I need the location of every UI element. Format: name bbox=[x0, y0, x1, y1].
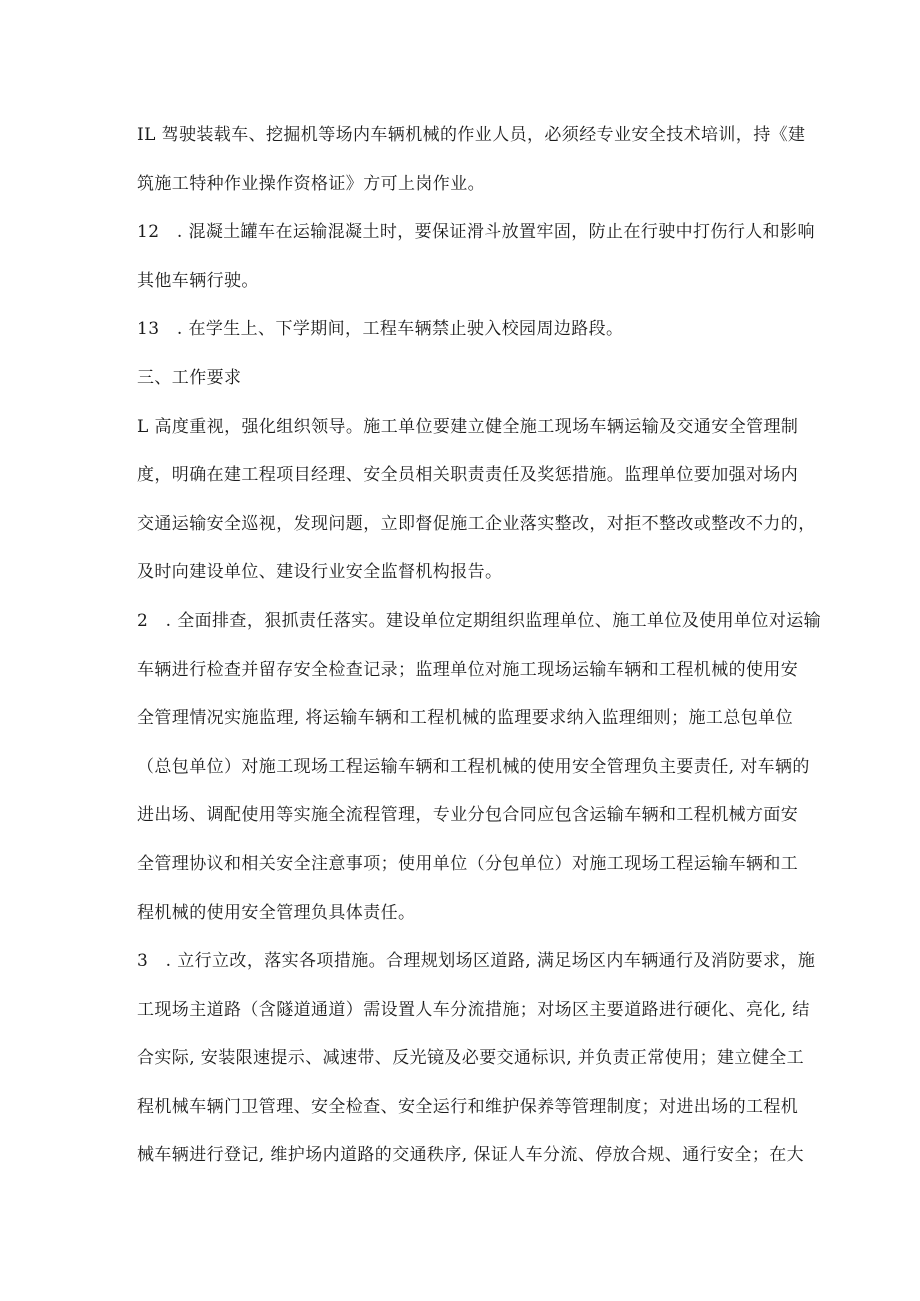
text-line: 械车辆进行登记, 维护场内道路的交通秩序, 保证人车分流、停放合规、通行安全；在大 bbox=[137, 1145, 805, 1166]
text-line: 程机械的使用安全管理负具体责任。 bbox=[137, 902, 416, 923]
text-line: 3 . 立行立改，落实各项措施。合理规划场区道路, 满足场区内车辆通行及消防要求，施 bbox=[137, 951, 816, 972]
paragraph-req-2 bbox=[137, 602, 822, 942]
document-body bbox=[137, 116, 822, 1185]
text-line: 三、工作要求 bbox=[137, 367, 242, 388]
paragraph-item-11 bbox=[137, 116, 806, 213]
section-heading bbox=[137, 359, 793, 408]
text-line: 筑施工特种作业操作资格证》方可上岗作业。 bbox=[137, 173, 485, 194]
text-line: 工现场主道路（含隧道通道）需设置人车分流措施；对场区主要道路进行硬化、亮化, 结 bbox=[137, 999, 810, 1020]
text-line: 交通运输安全巡视，发现问题，立即督促施工企业落实整改，对拒不整改或整改不力的， bbox=[137, 513, 816, 534]
text-line: 车辆进行检查并留存安全检查记录；监理单位对施工现场运输车辆和工程机械的使用安 bbox=[137, 659, 799, 680]
text-line: 程机械车辆门卫管理、安全检查、安全运行和维护保养等管理制度；对进出场的工程机 bbox=[137, 1096, 799, 1117]
text-line: 度，明确在建工程项目经理、安全员相关职责责任及奖惩措施。监理单位要加强对场内 bbox=[137, 465, 799, 486]
text-line: （总包单位）对施工现场工程运输车辆和工程机械的使用安全管理负主要责任, 对车辆的 bbox=[137, 756, 810, 777]
text-line: IL 驾驶装载车、挖掘机等场内车辆机械的作业人员，必须经专业安全技术培训，持《建 bbox=[137, 125, 806, 145]
paragraph-req-1 bbox=[137, 408, 816, 602]
text-line: 及时向建设单位、建设行业安全监督机构报告。 bbox=[137, 562, 503, 583]
paragraph-req-3 bbox=[137, 942, 816, 1185]
text-line: 2 . 全面排查，狠抓责任落实。建设单位定期组织监理单位、施工单位及使用单位对运输 bbox=[137, 610, 822, 631]
paragraph-item-12 bbox=[137, 213, 815, 310]
text-line: 全管理协议和相关安全注意事项；使用单位（分包单位）对施工现场工程运输车辆和工 bbox=[137, 853, 799, 874]
text-line: 进出场、调配使用等实施全流程管理，专业分包合同应包含运输车辆和工程机械方面安 bbox=[137, 805, 799, 826]
paragraph-item-13 bbox=[137, 310, 793, 359]
text-line: 13 . 在学生上、下学期间，工程车辆禁止驶入校园周边路段。 bbox=[137, 319, 624, 340]
text-line: 合实际, 安装限速提示、减速带、反光镜及必要交通标识, 并负责正常使用；建立健全工 bbox=[137, 1048, 805, 1069]
text-line: L 高度重视，强化组织领导。施工单位要建立健全施工现场车辆运输及交通安全管理制 bbox=[137, 416, 799, 437]
text-line: 12 . 混凝土罐车在运输混凝土时，要保证滑斗放置牢固，防止在行驶中打伤行人和影响 bbox=[137, 222, 815, 243]
text-line: 全管理情况实施监理, 将运输车辆和工程机械的监理要求纳入监理细则；施工总包单位 bbox=[137, 708, 793, 729]
text-line: 其他车辆行驶。 bbox=[137, 270, 259, 291]
